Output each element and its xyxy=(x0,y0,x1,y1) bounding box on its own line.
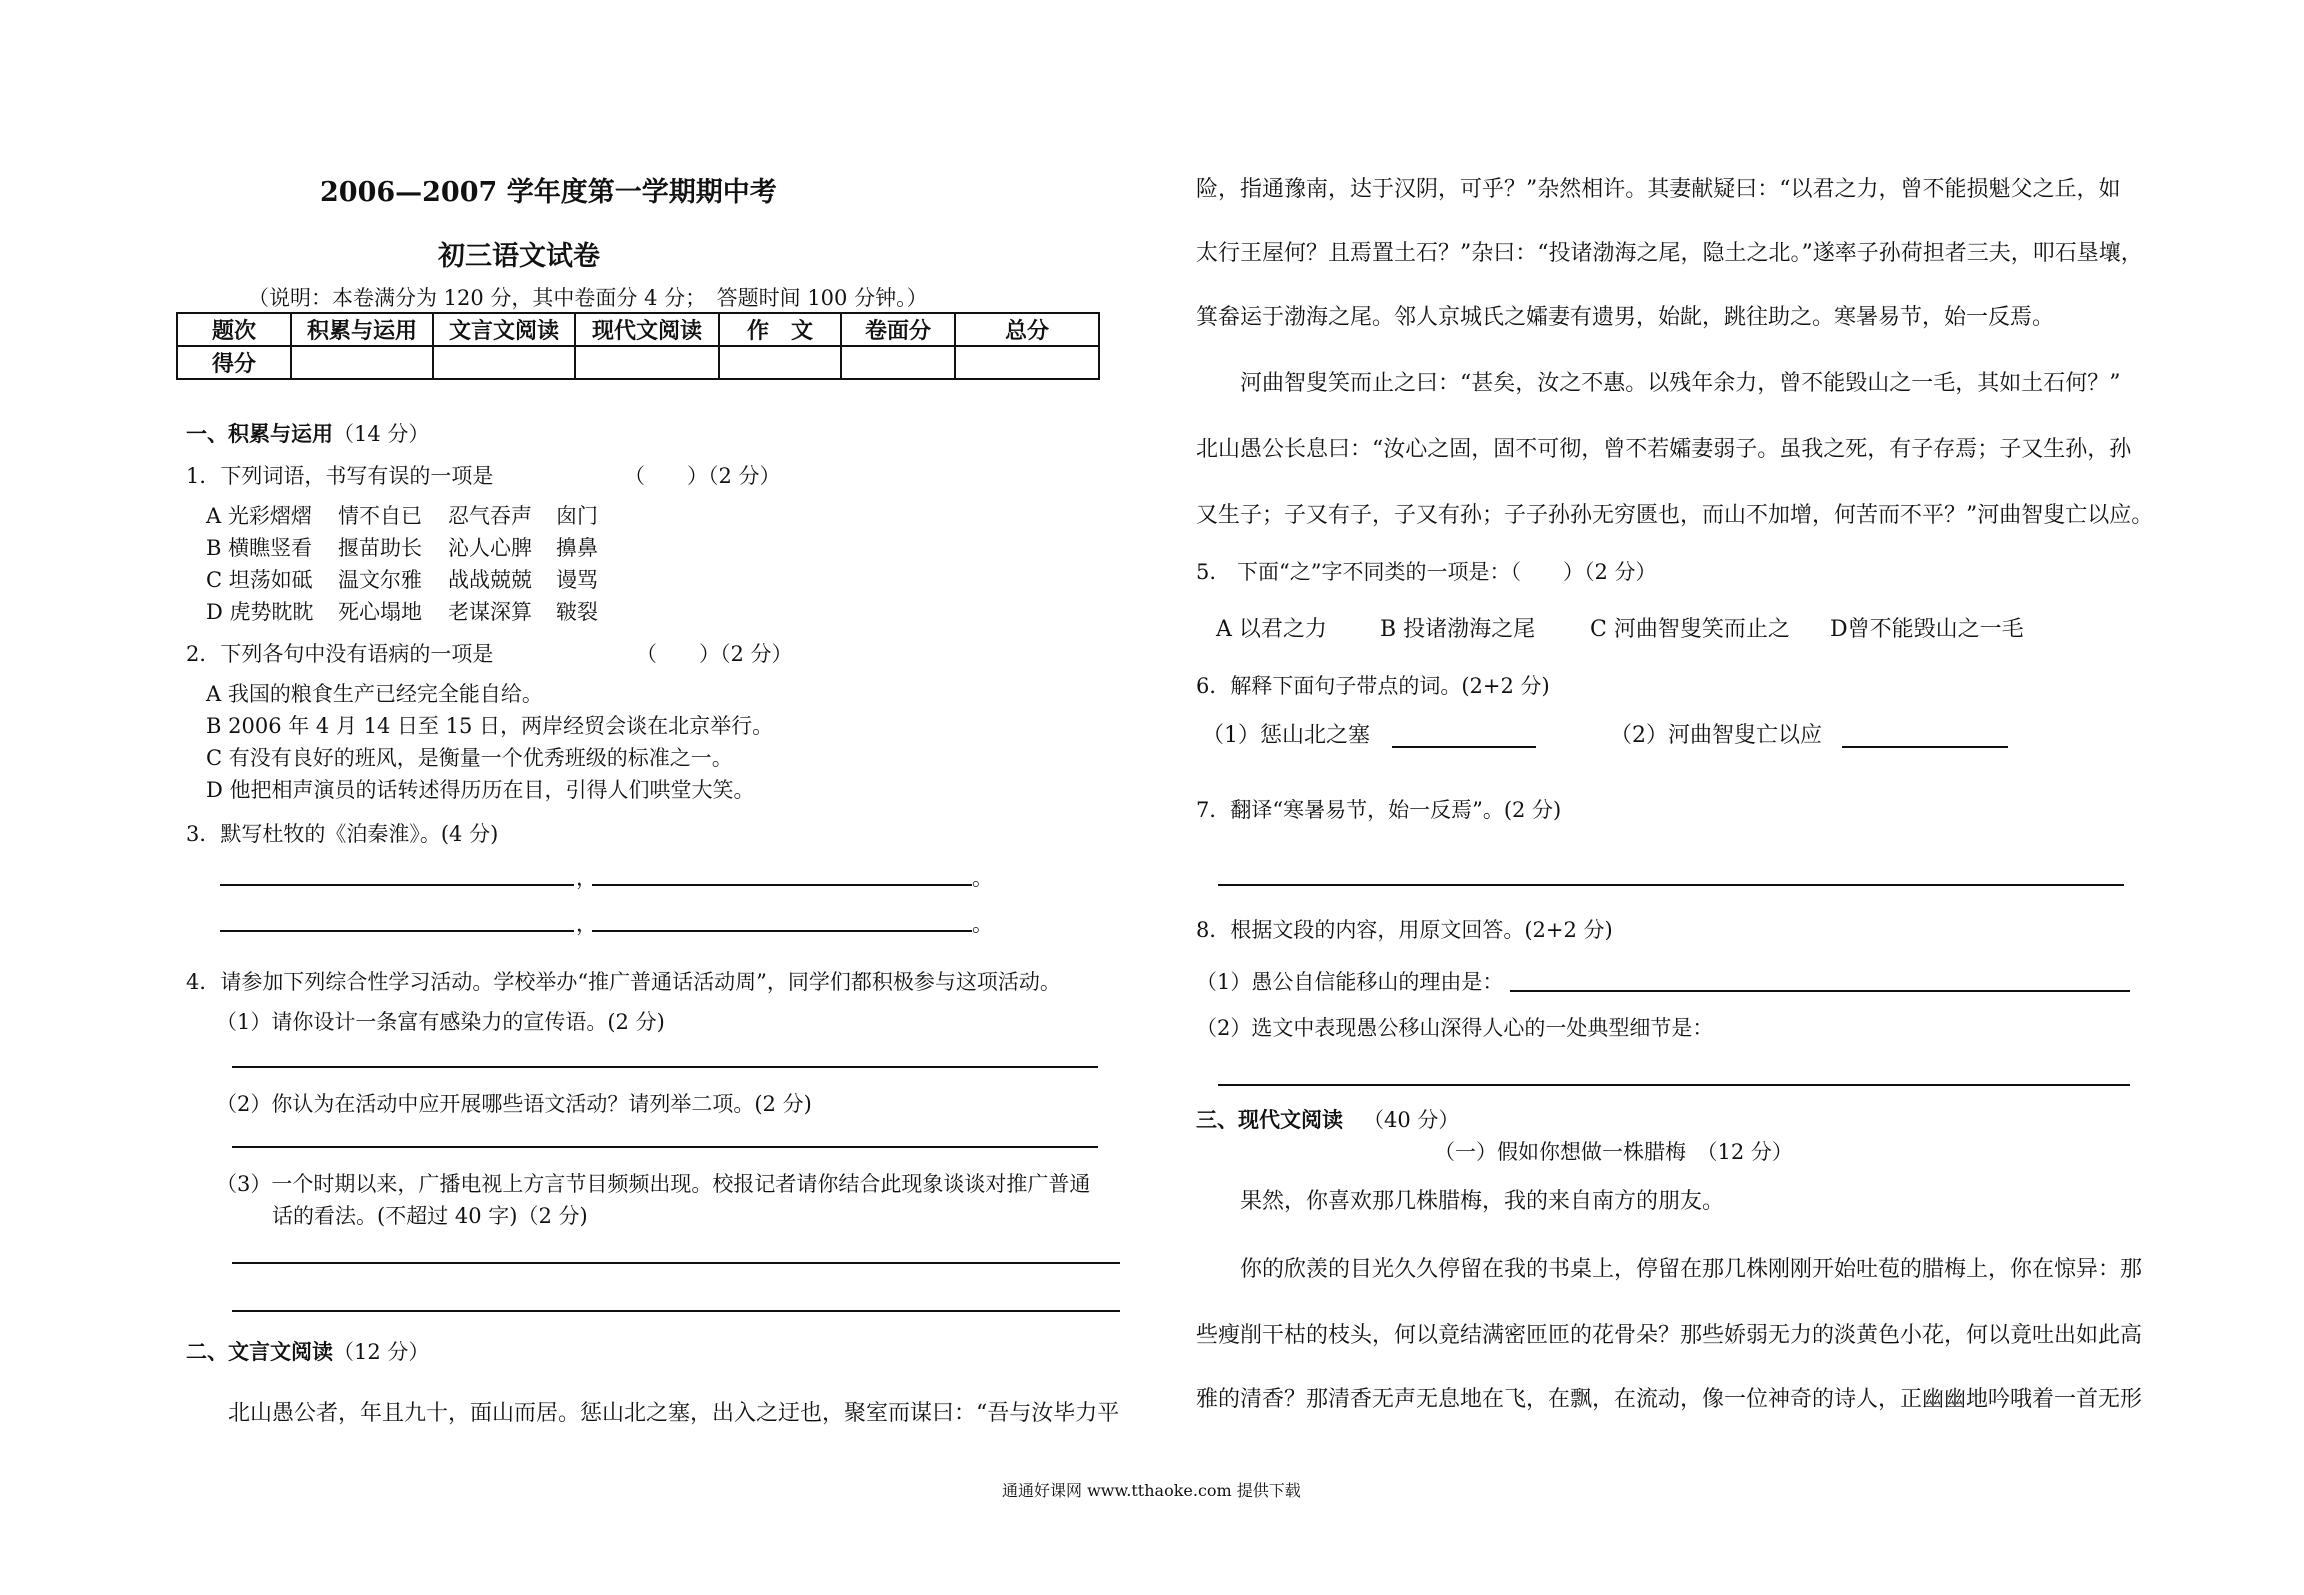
passage-line: 北山愚公者，年且九十，面山而居。惩山北之塞，出入之迂也，聚室而谋曰：“吾与汝毕力平 xyxy=(228,1401,1120,1426)
section1-heading xyxy=(186,418,429,448)
q1-option: A 光彩熠熠 情不自已 忍气吞声 囱门 xyxy=(206,504,598,528)
score-row-label: 得分 xyxy=(177,346,291,379)
q2-stem: 2．下列各句中没有语病的一项是 xyxy=(186,642,494,666)
passage-line: 险，指通豫南，达于汉阴，可乎？”杂然相许。其妻献疑曰：“以君之力，曾不能损魁父之丘，如 xyxy=(1196,177,2121,202)
q3-answer-line[interactable] xyxy=(220,884,574,886)
q3-period: 。 xyxy=(972,912,993,936)
score-table-header: 总分 xyxy=(955,313,1099,346)
score-table-row xyxy=(177,346,1099,379)
section3-heading xyxy=(1196,1104,1459,1134)
q6-answer-line[interactable] xyxy=(1392,746,1536,748)
q2-answer-blank[interactable]: （ ）（2 分） xyxy=(636,642,793,666)
exam-note: （说明：本卷满分为 120 分，其中卷面分 4 分； 答题时间 100 分钟。） xyxy=(248,286,928,310)
q2-option: C 有没有良好的班风，是衡量一个优秀班级的标准之一。 xyxy=(206,746,733,770)
passage-line: 你的欣羡的目光久久停留在我的书桌上，停留在那几株刚刚开始吐苞的腊梅上，你在惊异：那 xyxy=(1240,1257,2143,1282)
q1-stem: 1．下列词语，书写有误的一项是 xyxy=(186,464,494,488)
q3-answer-line[interactable] xyxy=(592,930,972,932)
q2-option: B 2006 年 4 月 14 日至 15 日，两岸经贸会谈在北京举行。 xyxy=(206,714,774,738)
score-cell[interactable] xyxy=(841,346,955,379)
q7-answer-line[interactable] xyxy=(1218,884,2124,886)
q6-item: （1）惩山北之塞 xyxy=(1202,723,1370,748)
passage-line: 北山愚公长息曰：“汝心之固，固不可彻，曾不若孀妻弱子。虽我之死，有子存焉；子又生孙，孙 xyxy=(1196,437,2132,462)
q8-answer-line[interactable] xyxy=(1510,990,2130,992)
q4-answer-line[interactable] xyxy=(232,1262,1120,1264)
q8-stem: 8．根据文段的内容，用原文回答。(2+2 分) xyxy=(1196,918,1613,942)
q8-sub1: （1）愚公自信能移山的理由是： xyxy=(1196,970,1504,994)
q8-answer-line[interactable] xyxy=(1218,1084,2130,1086)
section3-title: 三、现代文阅读 xyxy=(1196,1107,1343,1132)
section1-title: 一、积累与运用 xyxy=(186,421,333,446)
score-table-header: 现代文阅读 xyxy=(575,313,719,346)
score-cell[interactable] xyxy=(955,346,1099,379)
q4-sub3-cont: 话的看法。(不超过 40 字)（2 分) xyxy=(272,1204,588,1228)
passage-line: 箕畚运于渤海之尾。邻人京城氏之孀妻有遗男，始龀，跳往助之。寒暑易节，始一反焉。 xyxy=(1196,305,2055,330)
q3-comma: ， xyxy=(576,866,597,890)
section3-points: （40 分） xyxy=(1363,1108,1460,1132)
q3-period: 。 xyxy=(972,866,993,890)
passage-line: 果然，你喜欢那几株腊梅，我的来自南方的朋友。 xyxy=(1240,1189,1725,1214)
score-table-header: 文言文阅读 xyxy=(433,313,575,346)
section1-points: （14 分） xyxy=(333,422,430,446)
q3-stem: 3．默写杜牧的《泊秦淮》。(4 分) xyxy=(186,822,499,846)
score-cell[interactable] xyxy=(433,346,575,379)
q2-option: D 他把相声演员的话转述得历历在目，引得人们哄堂大笑。 xyxy=(206,778,755,802)
q2-option: A 我国的粮食生产已经完全能自给。 xyxy=(206,682,543,706)
q4-answer-line[interactable] xyxy=(232,1310,1120,1312)
q5-option: C 河曲智叟笑而止之 xyxy=(1590,617,1790,642)
q6-answer-line[interactable] xyxy=(1842,746,2008,748)
q7-stem: 7．翻译“寒暑易节，始一反焉”。(2 分) xyxy=(1196,798,1562,822)
q1-answer-blank[interactable]: （ ）（2 分） xyxy=(624,464,781,488)
exam-title: 2006—2007 学年度第一学期期中考 xyxy=(320,177,777,208)
score-cell[interactable] xyxy=(719,346,841,379)
passage-line: 河曲智叟笑而止之曰：“甚矣，汝之不惠。以残年余力，曾不能毁山之一毛，其如土石何？” xyxy=(1240,371,2121,396)
score-cell[interactable] xyxy=(291,346,433,379)
section2-points: （12 分） xyxy=(333,1340,430,1364)
section2-heading xyxy=(186,1336,429,1366)
q5-stem: 5. 下面“之”字不同类的一项是：（ ）（2 分） xyxy=(1196,560,1657,584)
q1-option: B 横瞧竖看 揠苗助长 沁人心脾 擤鼻 xyxy=(206,536,598,560)
score-table-header: 作 文 xyxy=(719,313,841,346)
passage-line: 雅的清香？那清香无声无息地在飞，在飘，在流动，像一位神奇的诗人，正幽幽地吟哦着一首无形 xyxy=(1196,1387,2143,1412)
q4-sub1: （1）请你设计一条富有感染力的宣传语。(2 分) xyxy=(216,1010,665,1034)
score-table-header: 积累与运用 xyxy=(291,313,433,346)
exam-subtitle: 初三语文试卷 xyxy=(438,241,600,272)
passage-line: 太行王屋何？且焉置土石？”杂曰：“投诸渤海之尾，隐土之北。”遂率子孙荷担者三夫，叩石垦壤， xyxy=(1196,241,2143,266)
passage-line: 又生子；子又有子，子又有孙；子子孙孙无穷匮也，而山不加增，何苦而不平？”河曲智叟亡以应。 xyxy=(1196,503,2154,528)
q5-option: D曾不能毁山之一毛 xyxy=(1830,617,2024,642)
q4-answer-line[interactable] xyxy=(232,1066,1098,1068)
score-table-header: 卷面分 xyxy=(841,313,955,346)
passage-line: 些瘦削干枯的枝头，何以竟结满密匝匝的花骨朵？那些娇弱无力的淡黄色小花，何以竟吐出如此高 xyxy=(1196,1323,2143,1348)
q5-option: B 投诸渤海之尾 xyxy=(1380,617,1536,642)
score-table-header-row xyxy=(177,313,1099,346)
q6-item: （2）河曲智叟亡以应 xyxy=(1610,723,1822,748)
score-cell[interactable] xyxy=(575,346,719,379)
footer-credit: 通通好课网 www.tthaoke.com 提供下载 xyxy=(1002,1481,1301,1500)
q8-sub2: （2）选文中表现愚公移山深得人心的一处典型细节是： xyxy=(1196,1016,1714,1040)
score-table xyxy=(176,312,1100,380)
q4-sub3: （3）一个时期以来，广播电视上方言节目频频出现。校报记者请你结合此现象谈谈对推广普通 xyxy=(216,1172,1091,1196)
q4-sub2: （2）你认为在活动中应开展哪些语文活动？请列举二项。(2 分) xyxy=(216,1092,812,1116)
q3-answer-line[interactable] xyxy=(592,884,972,886)
q5-option: A 以君之力 xyxy=(1216,617,1327,642)
q6-stem: 6．解释下面句子带点的词。(2+2 分) xyxy=(1196,674,1550,698)
q1-option: D 虎势眈眈 死心塌地 老谋深算 皲裂 xyxy=(206,600,598,624)
q3-answer-line[interactable] xyxy=(220,930,574,932)
q1-option: C 坦荡如砥 温文尔雅 战战兢兢 谩骂 xyxy=(206,568,598,592)
section3-subtitle: （一）假如你想做一株腊梅 （12 分） xyxy=(1434,1140,1793,1164)
section2-title: 二、文言文阅读 xyxy=(186,1339,333,1364)
q3-comma: ， xyxy=(576,912,597,936)
q4-answer-line[interactable] xyxy=(232,1146,1098,1148)
q4-stem: 4．请参加下列综合性学习活动。学校举办“推广普通话活动周”，同学们都积极参与这项活动。 xyxy=(186,970,1061,994)
score-table-header: 题次 xyxy=(177,313,291,346)
